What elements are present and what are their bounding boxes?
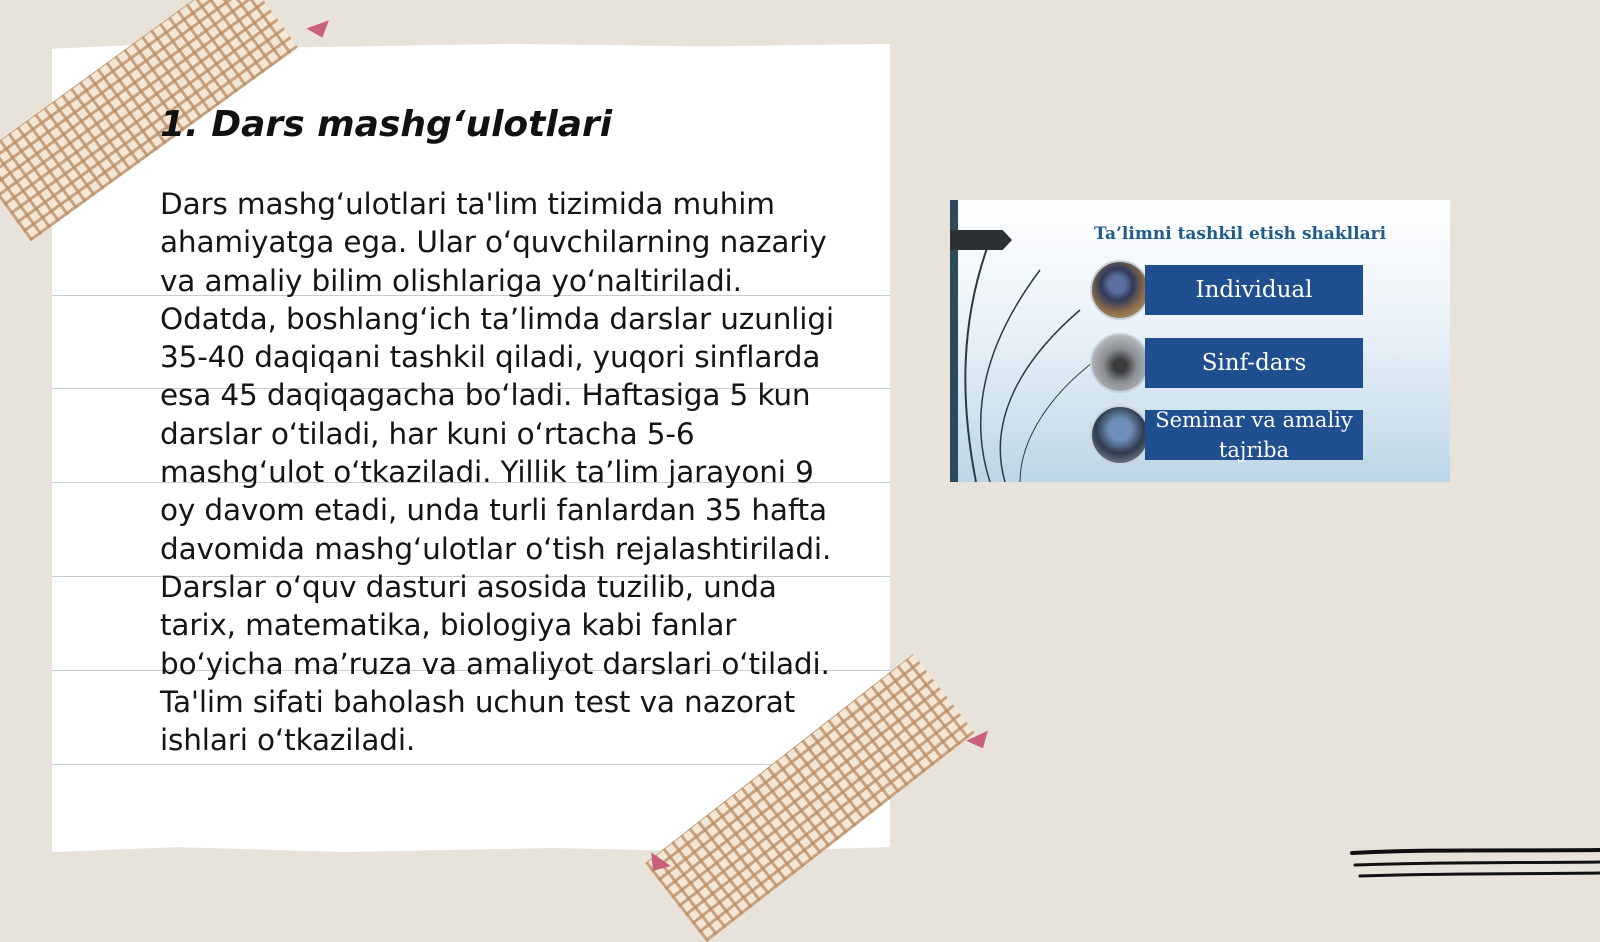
slide-title: 1. Dars mashg‘ulotlari xyxy=(160,104,613,145)
decorative-brush-lines xyxy=(1350,845,1600,895)
photo-thumbnail xyxy=(1090,405,1150,465)
tape-pin xyxy=(306,20,333,41)
arrow-icon xyxy=(950,230,1012,250)
photo-thumbnail xyxy=(1090,333,1150,393)
diagram-picture xyxy=(950,200,1450,482)
paper-rule-line xyxy=(52,764,890,765)
picture-title: Ta’limni tashkil etish shakllari xyxy=(1093,224,1387,244)
picture-label-sinf-dars: Sinf-dars xyxy=(1145,338,1363,388)
photo-thumbnail xyxy=(1090,260,1150,320)
body-paragraph: Dars mashg‘ulotlari ta'lim tizimida muhim ahamiyatga ega. Ular o‘quvchilarning nazariy va amaliy bilim olishlariga yo‘naltiriladi. Odatda, boshlang‘ich ta’limda darslar uzunligi 35-40 daqiqani tashkil qiladi, yuqori sinflarda esa 45 daqiqagacha bo‘ladi. Haftasiga 5 kun darslar o‘tiladi, har kuni o‘rtacha 5-6 mashg‘ulot o‘tkaziladi. Yillik ta’lim jarayoni 9 oy davom etadi, unda turli fanlardan 35 hafta davomida mashg‘ulotlar o‘tish rejalashtiriladi. Darslar o‘quv dasturi asosida tuzilib, unda tarix, matematika, biologiya kabi fanlar bo‘yicha ma’ruza va amaliyot darslari o‘tiladi. Ta'lim sifati baholash uchun test va nazorat ishlari o‘tkaziladi. xyxy=(160,187,834,758)
picture-label-individual: Individual xyxy=(1145,265,1363,315)
picture-label-seminar: Seminar va amaliy tajriba xyxy=(1145,410,1363,460)
